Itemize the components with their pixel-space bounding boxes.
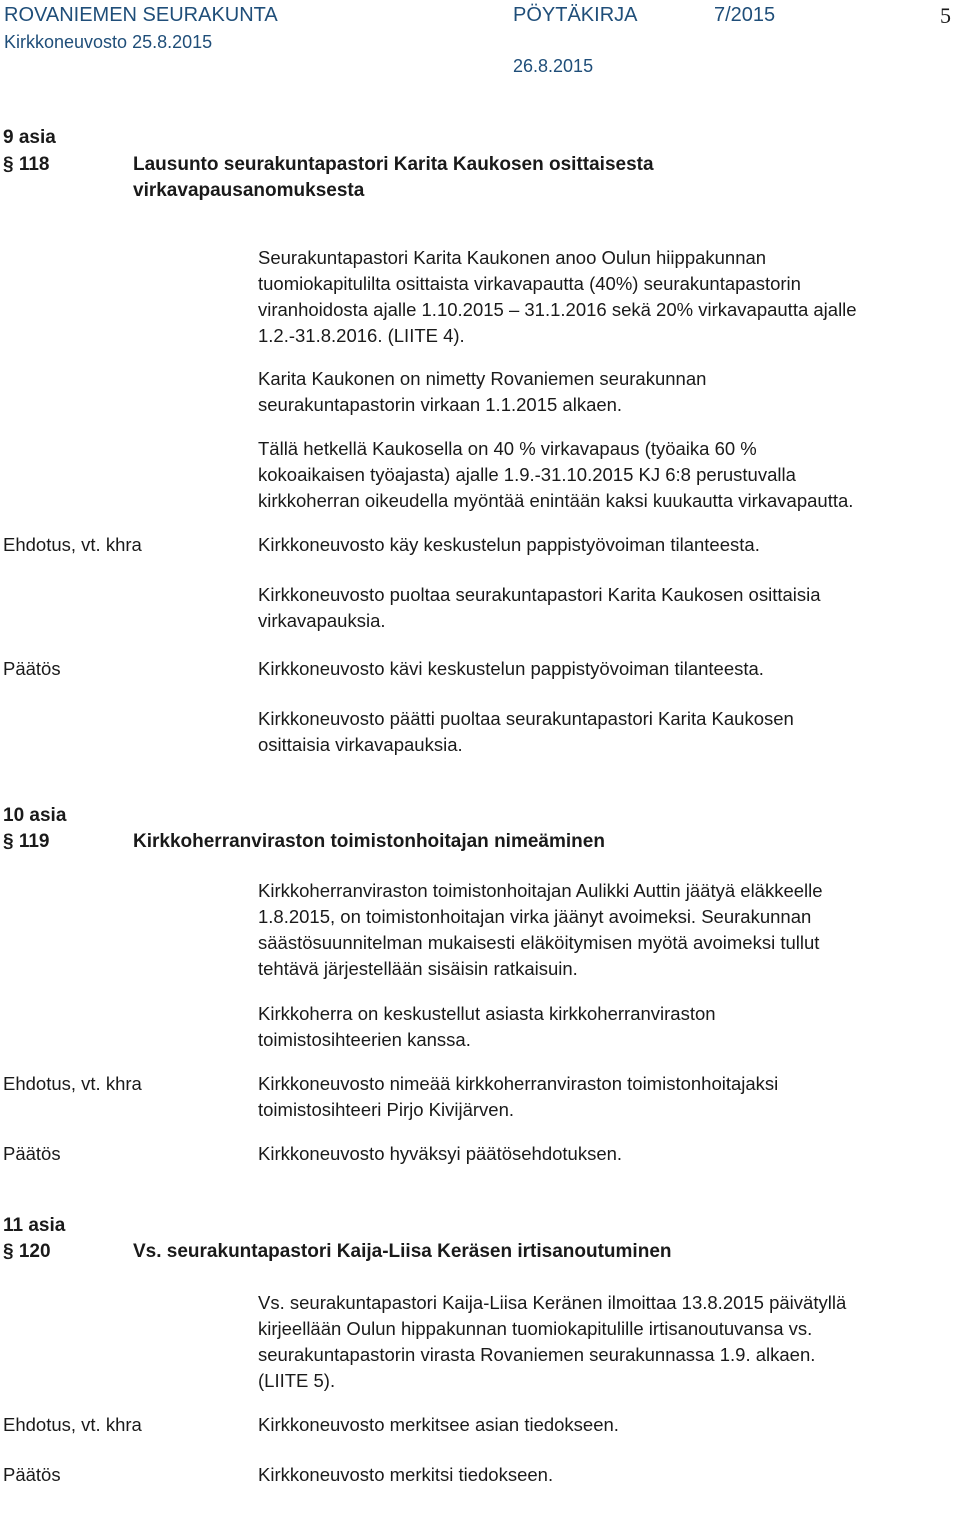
header-meeting: Kirkkoneuvosto 25.8.2015 xyxy=(4,32,213,52)
text-line: Karita Kaukonen on nimetty Rovaniemen seurakunnan xyxy=(258,368,707,389)
text-line: Kirkkoneuvosto kävi keskustelun pappistyövoiman tilanteesta. xyxy=(258,658,764,679)
text-line: tehtävä järjestellään sisäisin ratkaisuin. xyxy=(258,958,578,979)
text-line: kokoaikaisen työajasta) ajalle 1.9.-31.10.2015 KJ 6:8 perustuvalla xyxy=(258,464,796,485)
header-date: 26.8.2015 xyxy=(513,56,594,76)
section-number: § 120 xyxy=(3,1241,51,1262)
decision-text: Kirkkoneuvosto merkitsi tiedokseen. xyxy=(258,1464,554,1485)
text-line: Kirkkoneuvosto käy keskustelun pappistyövoiman tilanteesta. xyxy=(258,534,760,555)
item-title-line-1: Lausunto seurakuntapastori Karita Kaukosen osittaisesta xyxy=(133,154,654,175)
paragraph xyxy=(258,1001,958,1053)
item-title: Vs. seurakuntapastori Kaija-Liisa Keräsen irtisanoutuminen xyxy=(133,1241,672,1262)
text-line: seurakuntapastorin virkaan 1.1.2015 alkaen. xyxy=(258,394,623,415)
proposal-text xyxy=(258,1071,958,1123)
paragraph xyxy=(258,1290,958,1394)
proposal-text xyxy=(258,532,958,558)
section-number: § 118 xyxy=(3,154,50,175)
text-line: toimistosihteerien kanssa. xyxy=(258,1029,471,1050)
decision-label: Päätös xyxy=(3,1464,61,1485)
decision-label: Päätös xyxy=(3,658,61,679)
page-number: 5 xyxy=(940,3,951,28)
text-line: 1.8.2015, on toimistonhoitajan virka jäänyt avoimeksi. Seurakunnan xyxy=(258,906,812,927)
text-line: Kirkkoneuvosto nimeää kirkkoherranviraston toimistonhoitajaksi xyxy=(258,1073,779,1094)
paragraph xyxy=(258,245,958,349)
decision-text xyxy=(258,706,958,758)
decision-text xyxy=(258,656,958,682)
text-line: seurakuntapastorin virasta Rovaniemen seurakunnassa 1.9. alkaen. xyxy=(258,1344,816,1365)
paragraph xyxy=(258,878,958,982)
text-line: Seurakuntapastori Karita Kaukonen anoo Oulun hiippakunnan xyxy=(258,247,767,268)
item-title-line-2: virkavapausanomuksesta xyxy=(133,180,365,201)
text-line: Kirkkoherranviraston toimistonhoitajan Aulikki Auttin jäätyä eläkkeelle xyxy=(258,880,823,901)
text-line: Vs. seurakuntapastori Kaija-Liisa Keränen ilmoittaa 13.8.2015 päivätyllä xyxy=(258,1292,847,1313)
item-title: Kirkkoherranviraston toimistonhoitajan nimeäminen xyxy=(133,831,605,852)
text-line: tuomiokapitulilta osittaista virkavapautta (40%) seurakuntapastorin xyxy=(258,273,801,294)
text-line: osittaisia virkavapauksia. xyxy=(258,734,463,755)
header-org: ROVANIEMEN SEURAKUNTA xyxy=(4,4,278,26)
item-number: 9 asia xyxy=(3,127,56,148)
item-number: 10 asia xyxy=(3,805,67,826)
text-line: kirkkoherran oikeudella myöntää enintään kaksi kuukautta virkavapautta. xyxy=(258,490,854,511)
proposal-label: Ehdotus, vt. khra xyxy=(3,534,142,555)
proposal-label: Ehdotus, vt. khra xyxy=(3,1414,142,1435)
text-line: (LIITE 5). xyxy=(258,1370,336,1391)
text-line: Kirkkoneuvosto puoltaa seurakuntapastori Karita Kaukosen osittaisia xyxy=(258,584,821,605)
decision-text: Kirkkoneuvosto hyväksyi päätösehdotuksen. xyxy=(258,1143,623,1164)
section-number: § 119 xyxy=(3,831,50,852)
paragraph xyxy=(258,366,958,418)
text-line: virkavapauksia. xyxy=(258,610,386,631)
text-line: toimistosihteeri Pirjo Kivijärven. xyxy=(258,1099,515,1120)
text-line: säästösuunnitelman mukaisesti eläköitymisen myötä avoimeksi tullut xyxy=(258,932,820,953)
paragraph xyxy=(258,436,958,514)
proposal-label: Ehdotus, vt. khra xyxy=(3,1073,142,1094)
proposal-text xyxy=(258,582,958,634)
text-line: Kirkkoneuvosto päätti puoltaa seurakuntapastori Karita Kaukosen xyxy=(258,708,794,729)
header-doc-no: 7/2015 xyxy=(714,4,776,26)
text-line: kirjeellään Oulun hippakunnan tuomiokapitulille irtisanoutuvansa vs. xyxy=(258,1318,813,1339)
header-doc-type: PÖYTÄKIRJA xyxy=(513,4,638,26)
text-line: Tällä hetkellä Kaukosella on 40 % virkavapaus (työaika 60 % xyxy=(258,438,757,459)
item-number: 11 asia xyxy=(3,1215,66,1236)
text-line: 1.2.-31.8.2016. (LIITE 4). xyxy=(258,325,465,346)
proposal-text: Kirkkoneuvosto merkitsee asian tiedokseen. xyxy=(258,1414,619,1435)
decision-label: Päätös xyxy=(3,1143,61,1164)
text-line: Kirkkoherra on keskustellut asiasta kirkkoherranviraston xyxy=(258,1003,716,1024)
text-line: viranhoidosta ajalle 1.10.2015 – 31.1.2016 sekä 20% virkavapautta ajalle xyxy=(258,299,857,320)
